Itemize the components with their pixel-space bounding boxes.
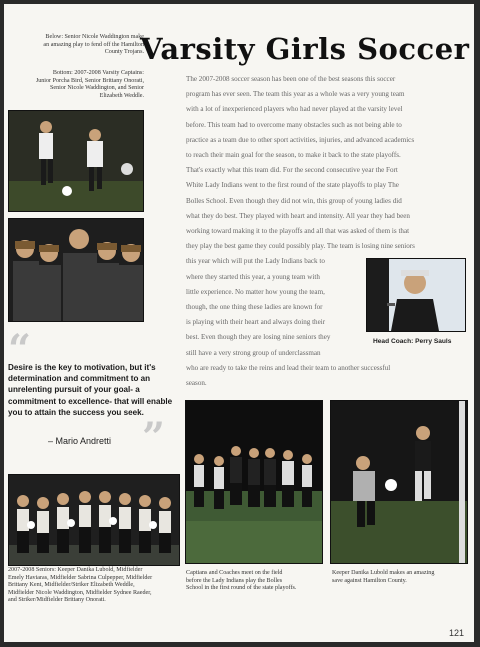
body-line: before. This team had to overcome many obstacles such as not being able to [186, 120, 402, 129]
caption-line: Brittany Kent, Midfielder/Striker Elizabeth Weddle, [8, 582, 135, 589]
body-line: White Lady Indians went to the first round of the state playoffs to play The [186, 181, 399, 190]
body-line: with a lot of inexperienced players who had never played at the varsity level [186, 105, 403, 114]
open-quote-icon: “ [8, 326, 32, 373]
photo-seniors [8, 474, 180, 566]
body-line: still have a very strong group of underclassman [186, 348, 321, 357]
body-line: The 2007-2008 soccer season has been one of the best seasons this soccer [186, 75, 396, 83]
body-line: working toward making it to the playoffs and all that was asked of them is that [186, 227, 410, 236]
caption-line: Keeper Danika Lubold makes an amazing [332, 570, 435, 576]
body-line: little experience. No matter how young the team, [186, 287, 325, 296]
body-line: this year which will put the Lady Indians back to [186, 257, 325, 266]
close-quote-icon: ” [142, 414, 166, 461]
page-title: Varsity Girls Soccer [140, 32, 470, 66]
photo-captains-coaches-field [185, 400, 323, 564]
caption-line: an amazing play to fend off the Hamilton [43, 41, 144, 48]
caption-line: before the Lady Indians play the Bolles [186, 577, 283, 584]
caption-line: Midfielder Nicole Waddington, Midfielder Sydnee Raeder, [8, 589, 152, 596]
caption-line: Junior Porcha Bird, Senior Brittany Onorati, [35, 77, 144, 84]
caption-line: Captians and Coaches meet on the field [186, 570, 283, 576]
yearbook-page [4, 4, 474, 642]
caption-keeper-save [332, 570, 472, 585]
body-line: program has ever seen. The team this year as a whole was a very young team [186, 90, 405, 99]
body-line: season. [186, 379, 207, 388]
body-line: who are ready to take the reins and lead their team to another successful [186, 363, 391, 372]
caption-line: Below: Senior Nicole Waddington make [45, 34, 144, 40]
caption-line: School in the first round of the state playoffs. [186, 585, 297, 592]
caption-line: Senior Nicole Waddington, and Senior [49, 85, 144, 92]
body-line: though, the one thing these ladies are known for [186, 303, 323, 312]
body-line: where they started this year, a young team with [186, 272, 320, 281]
caption-captains [14, 70, 144, 100]
caption-line: 2007-2008 Seniors: Keeper Danika Lubold, Midfielder [8, 567, 143, 573]
caption-field-meeting [186, 570, 326, 593]
caption-waddington-play [14, 34, 144, 57]
body-line: they play the best game they could possibly play. The team is losing nine seniors [186, 242, 415, 251]
photo-keeper-save [330, 400, 468, 564]
caption-line: Bottom: 2007-2008 Varsity Captains: [52, 70, 144, 76]
quote-author: – Mario Andretti [48, 436, 112, 446]
caption-line: and Striker/Midfielder Brittany Onorati. [8, 597, 106, 604]
photo-waddington-play [8, 110, 144, 212]
body-line: to reach their main goal for the season, to make it back to the state playoffs. [186, 151, 401, 160]
inspirational-quote: Desire is the key to motivation, but it's determination and commitment to an unrelenting pursuit of your goal- a commitment to excellence- that will enable you to attain the success you seek. [8, 363, 173, 417]
caption-line: Emely Haviaras, Midfielder Sabrina Culpepper, Midfielder [8, 574, 153, 581]
body-line: practice as a team due to other sport activities, injuries, and advanced academics [186, 135, 415, 144]
body-line: Bolles School. Even though they did not win, this group of young ladies did [186, 196, 402, 205]
caption-line: Elizabeth Weddle. [99, 92, 144, 99]
caption-line: County Trojans. [104, 49, 144, 56]
caption-seniors [8, 567, 183, 605]
body-line: what they do best. They played with heart and intensity. All year they had been [186, 211, 410, 220]
caption-head-coach: Head Coach: Perry Sauls [373, 338, 452, 345]
body-line: That's exactly what this team did. For the second consecutive year the Fort [186, 166, 398, 175]
photo-captains [8, 218, 144, 322]
caption-line: save against Hamilton County. [332, 577, 407, 584]
body-line: best. Even though they are losing nine seniors they [186, 333, 331, 342]
body-line: is playing with their heart and always doing their [186, 318, 326, 327]
photo-head-coach [366, 258, 466, 332]
page-number: 121 [448, 628, 464, 638]
